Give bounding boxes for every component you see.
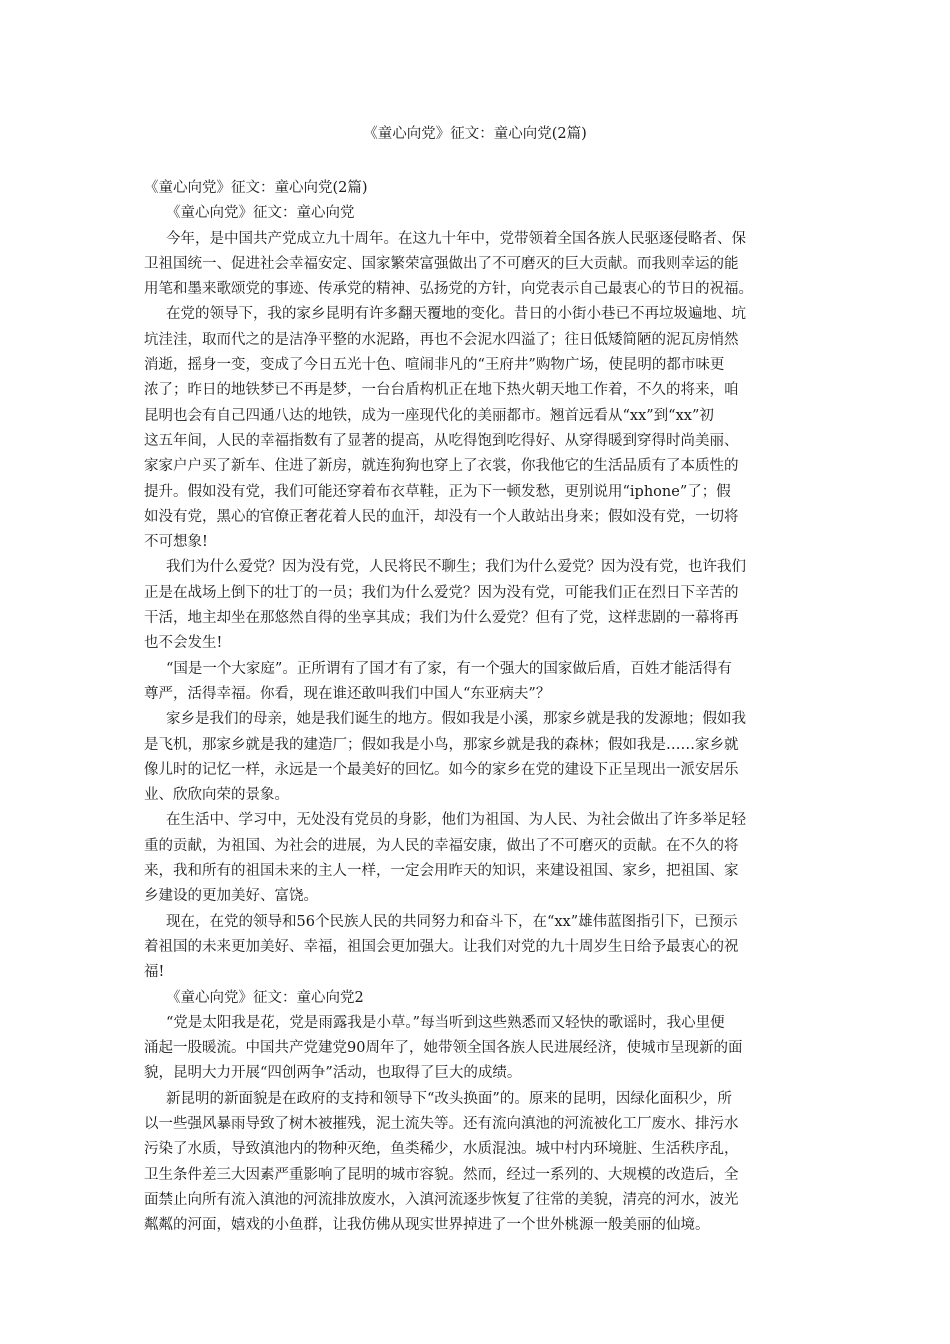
paragraph-9 bbox=[144, 1087, 816, 1112]
paragraph-2 bbox=[144, 302, 816, 327]
document-heading: 《童心向党》征文：童心向党(2篇) bbox=[144, 180, 368, 196]
paragraph-line: 乡建设的更加美好、富饶。 bbox=[144, 888, 318, 905]
paragraph-line: 家家户户买了新车、住进了新房，就连狗狗也穿上了衣裳，你我他它的生活品质有了本质性的 bbox=[144, 458, 739, 475]
paragraph-line: 在党的领导下，我的家乡昆明有许多翻天覆地的变化。昔日的小街小巷已不再垃圾遍地、坑 bbox=[166, 306, 746, 323]
paragraph-line: 浓了；昨日的地铁梦已不再是梦，一台台盾构机正在地下热火朝天地工作着，不久的将来，咱 bbox=[144, 382, 739, 399]
paragraph-line: 家乡是我们的母亲，她是我们诞生的地方。假如我是小溪，那家乡就是我的发源地；假如我 bbox=[166, 711, 746, 728]
paragraph-line: 坑洼洼，取而代之的是洁净平整的水泥路，再也不会泥水四溢了；往日低矮简陋的泥瓦房悄然 bbox=[144, 331, 739, 348]
paragraph-line: “国是一个大家庭”。正所谓有了国才有了家，有一个强大的国家做后盾，百姓才能活得有 bbox=[166, 660, 732, 677]
paragraph-line: 我们为什么爱党？因为没有党，人民将民不聊生；我们为什么爱党？因为没有党，也许我们 bbox=[166, 559, 746, 576]
paragraph-line: 这五年间，人民的幸福指数有了显著的提高，从吃得饱到吃得好、从穿得暖到穿得时尚美丽、 bbox=[144, 432, 739, 449]
paragraph-line: 着祖国的未来更加美好、幸福，祖国会更加强大。让我们对党的九十周岁生日给予最衷心的祝 bbox=[144, 938, 739, 955]
paragraph-3-cont bbox=[144, 581, 816, 657]
paragraph-line: 卫生条件差三大因素严重影响了昆明的城市容貌。然而，经过一系列的、大规模的改造后，全 bbox=[144, 1166, 739, 1183]
paragraph-4-cont bbox=[144, 682, 816, 707]
paragraph-line: 污染了水质，导致滇池内的物种灭绝，鱼类稀少，水质混浊。城中村内环境脏、生活秩序乱， bbox=[144, 1141, 739, 1158]
document-body bbox=[144, 176, 816, 1238]
paragraph-line: 卫祖国统一、促进社会幸福安定、国家繁荣富强做出了不可磨灭的巨大贡献。而我则幸运的能 bbox=[144, 255, 739, 272]
paragraph-line: 涌起一股暖流。中国共产党建党90周年了，她带领全国各族人民进展经济，使城市呈现新的面 bbox=[144, 1040, 743, 1057]
paragraph-line: 也不会发生! bbox=[144, 635, 223, 652]
paragraph-line: 以一些强风暴雨导致了树木被摧残，泥土流失等。还有流向滇池的河流被化工厂废水、排污水 bbox=[144, 1115, 739, 1132]
paragraph-line: 今年，是中国共产党成立九十周年。在这九十年中，党带领着全国各族人民驱逐侵略者、保 bbox=[166, 230, 746, 247]
paragraph-line: 貌，昆明大力开展“四创两争”活动，也取得了巨大的成绩。 bbox=[144, 1065, 522, 1082]
paragraph-7 bbox=[144, 910, 816, 935]
paragraph-6 bbox=[144, 808, 816, 833]
paragraph-line: 新昆明的新面貌是在政府的支持和领导下“改头换面”的。原来的昆明，因绿化面积少，所 bbox=[166, 1090, 732, 1107]
paragraph-line: 像儿时的记忆一样，永远是一个最美好的回忆。如今的家乡在党的建设下正呈现出一派安居乐 bbox=[144, 761, 739, 778]
paragraph-7-cont bbox=[144, 935, 816, 986]
page-title: 《童心向党》征文：童心向党(2篇) bbox=[363, 126, 587, 142]
paragraph-4 bbox=[144, 657, 816, 682]
paragraph-line: 现在，在党的领导和56个民族人民的共同努力和奋斗下，在“xx”雄伟蓝图指引下，已预示 bbox=[166, 913, 738, 930]
section-title-1: 《童心向党》征文：童心向党 bbox=[166, 205, 355, 222]
paragraph-line: 用笔和墨来歌颂党的事迹、传承党的精神、弘扬党的方针，向党表示自己最衷心的节日的祝福。 bbox=[144, 281, 753, 298]
paragraph-line: 来，我和所有的祖国未来的主人一样，一定会用昨天的知识，来建设祖国、家乡，把祖国、家 bbox=[144, 863, 739, 880]
paragraph-line: 面禁止向所有流入滇池的河流排放废水，入滇河流逐步恢复了往常的美貌，清亮的河水，波光 bbox=[144, 1191, 739, 1208]
paragraph-line: 尊严，活得幸福。你看，现在谁还敢叫我们中国人“东亚病夫”？ bbox=[144, 685, 551, 702]
paragraph-1-cont bbox=[144, 252, 816, 303]
paragraph-1 bbox=[144, 227, 816, 252]
paragraph-line: 提升。假如没有党，我们可能还穿着布衣草鞋，正为下一顿发愁，更别说用“iphone”了；假 bbox=[144, 483, 731, 500]
paragraph-line: 昆明也会有自己四通八达的地铁，成为一座现代化的美丽都市。翘首远看从“xx”到“xx”初 bbox=[144, 407, 714, 424]
paragraph-5-cont bbox=[144, 733, 816, 809]
paragraph-line: 如没有党，黑心的官僚正奢花着人民的血汗，却没有一个人敢站出身来；假如没有党，一切将 bbox=[144, 508, 739, 525]
paragraph-line: 重的贡献，为祖国、为社会的进展，为人民的幸福安康，做出了不可磨灭的贡献。在不久的将 bbox=[144, 837, 739, 854]
paragraph-5 bbox=[144, 707, 816, 732]
paragraph-line: 在生活中、学习中，无处没有党员的身影，他们为祖国、为人民、为社会做出了许多举足轻 bbox=[166, 812, 746, 829]
paragraph-6-cont bbox=[144, 834, 816, 910]
paragraph-9-cont bbox=[144, 1112, 816, 1238]
paragraph-line: 干活，地主却坐在那悠然自得的坐享其成；我们为什么爱党？但有了党，这样悲剧的一幕将再 bbox=[144, 610, 739, 627]
paragraph-line: 福! bbox=[144, 964, 165, 981]
paragraph-line: 业、欣欣向荣的景象。 bbox=[144, 787, 289, 804]
paragraph-line: 消逝，摇身一变，变成了今日五光十色、喧闹非凡的“王府井”购物广场，使昆明的都市味更 bbox=[144, 357, 725, 374]
paragraph-line: 是飞机，那家乡就是我的建造厂；假如我是小鸟，那家乡就是我的森林；假如我是……家乡就 bbox=[144, 736, 739, 753]
paragraph-line: 不可想象! bbox=[144, 534, 208, 551]
paragraph-line: 正是在战场上倒下的壮丁的一员；我们为什么爱党？因为没有党，可能我们正在烈日下辛苦的 bbox=[144, 584, 739, 601]
paragraph-8 bbox=[144, 1011, 816, 1036]
paragraph-line: 粼粼的河面，嬉戏的小鱼群，让我仿佛从现实世界掉进了一个世外桃源一般美丽的仙境。 bbox=[144, 1217, 710, 1234]
paragraph-3 bbox=[144, 555, 816, 580]
section-title-2: 《童心向党》征文：童心向党2 bbox=[166, 989, 364, 1006]
paragraph-2-cont bbox=[144, 328, 816, 556]
paragraph-8-cont bbox=[144, 1036, 816, 1087]
paragraph-line: “党是太阳我是花，党是雨露我是小草。”每当听到这些熟悉而又轻快的歌谣时，我心里便 bbox=[166, 1014, 725, 1031]
